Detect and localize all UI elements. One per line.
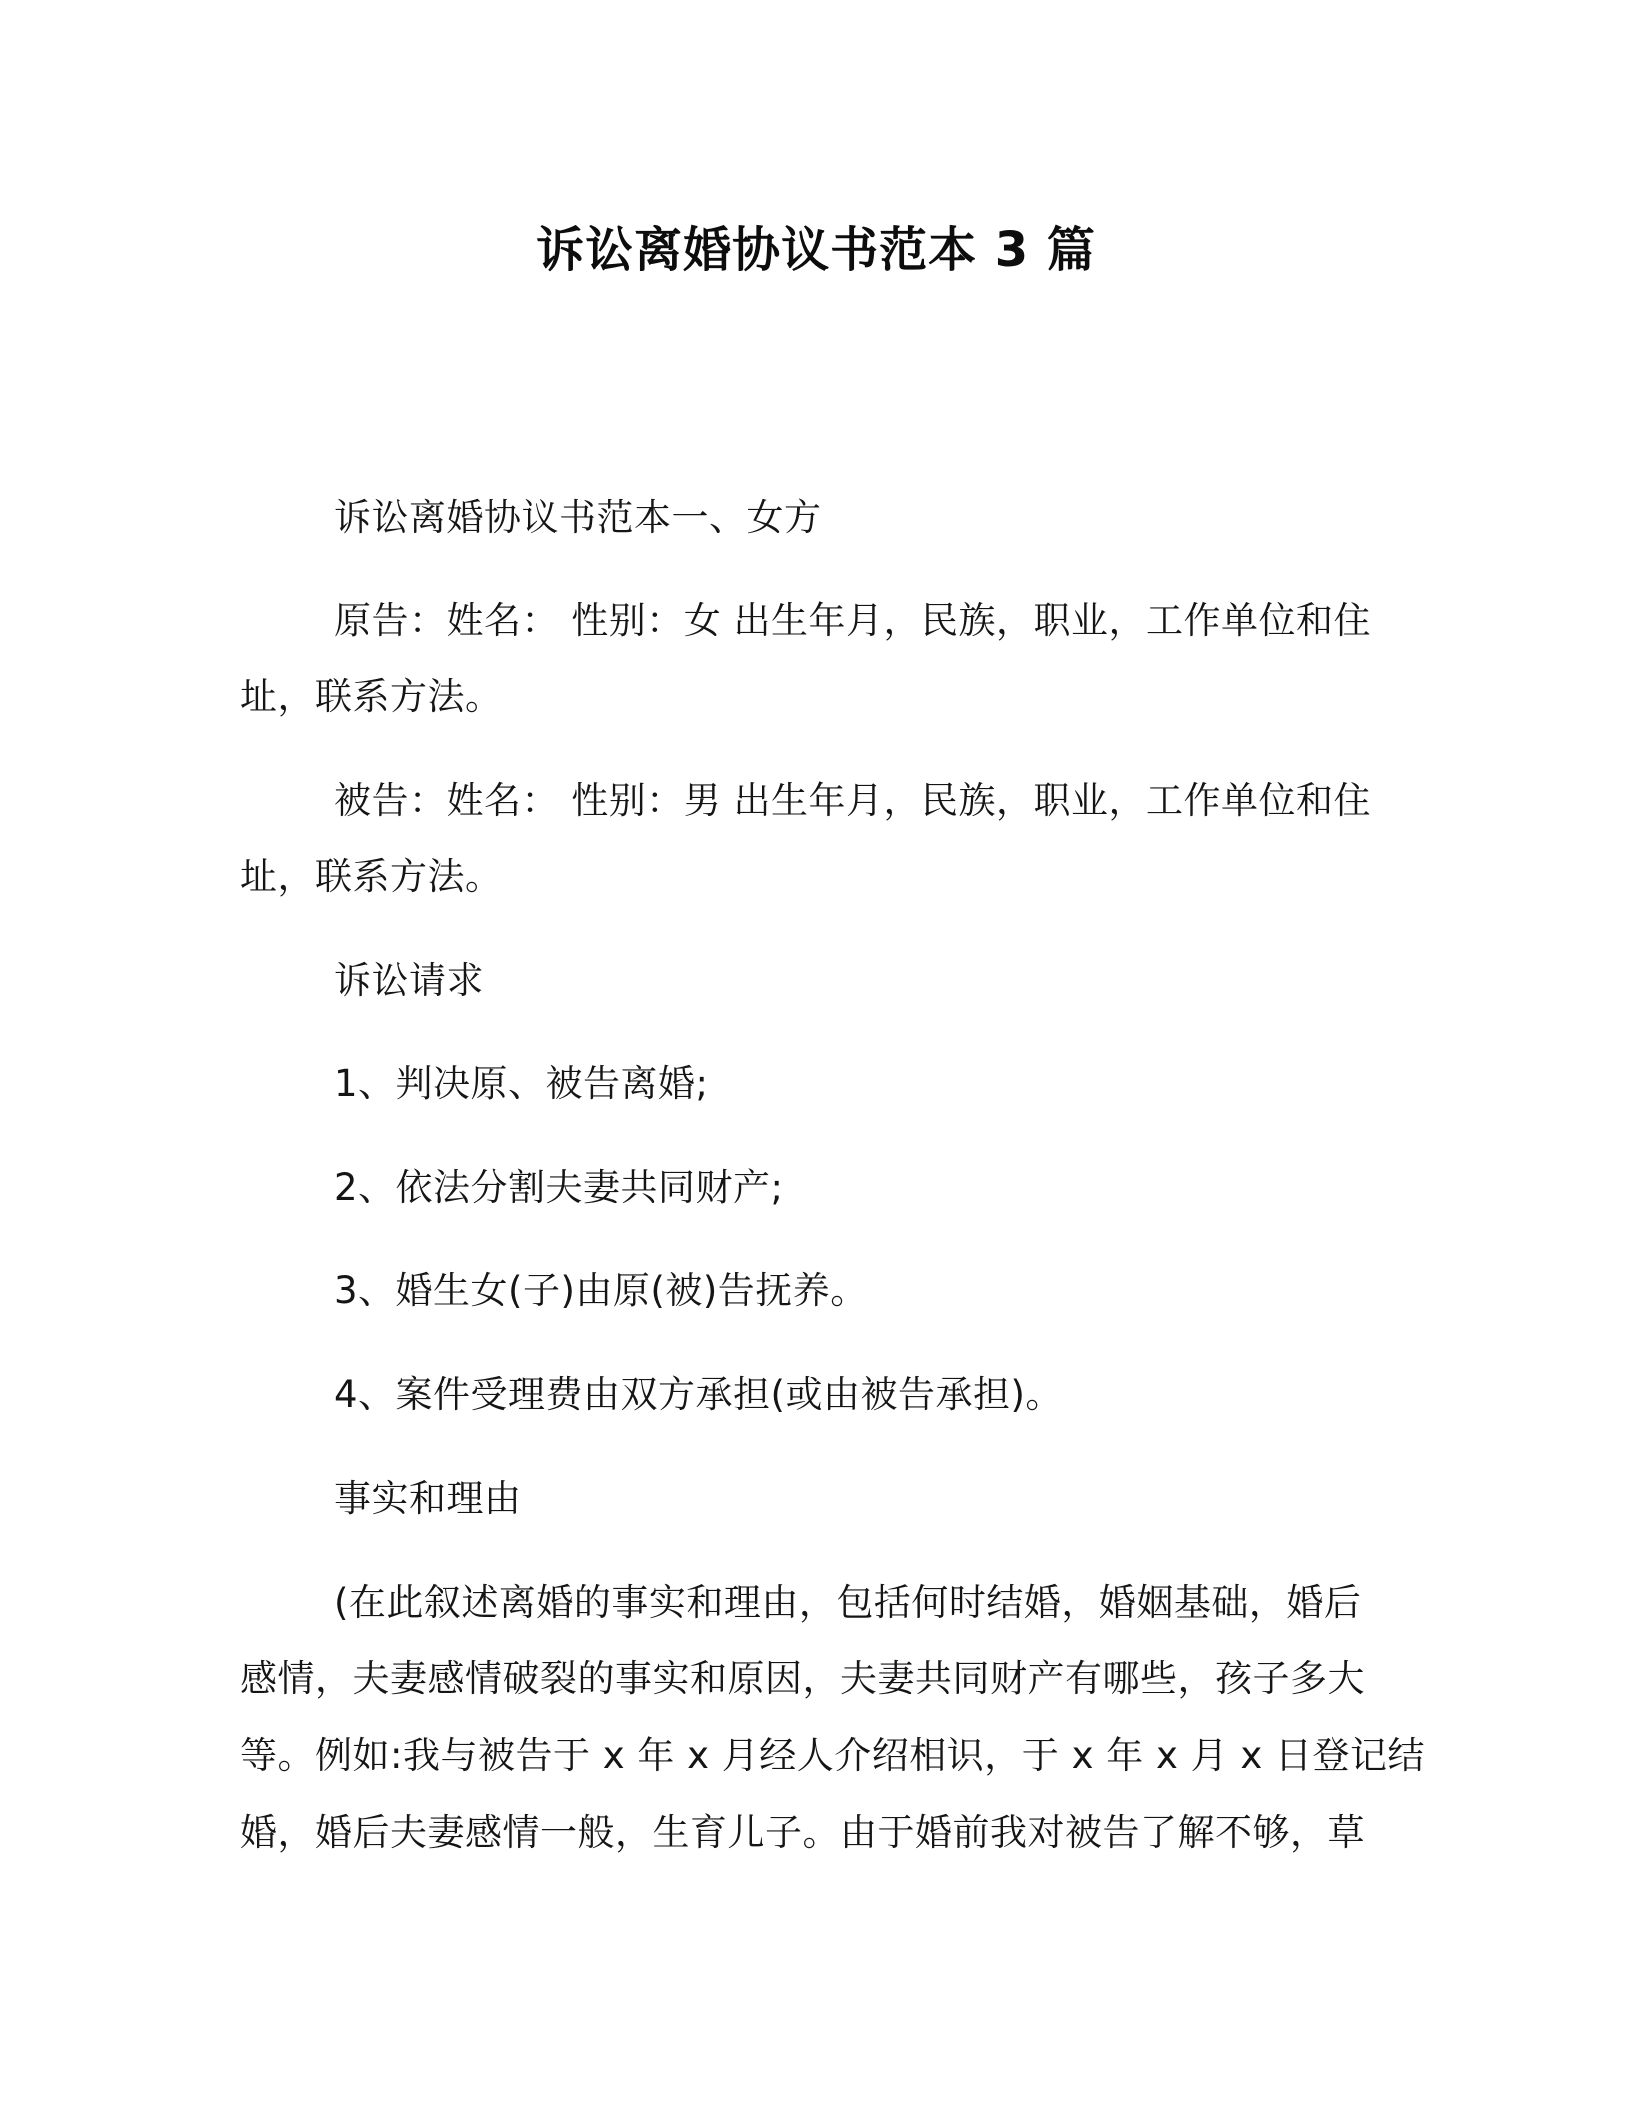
document-title: 诉讼离婚协议书范本 3 篇 xyxy=(536,222,1096,278)
facts-paragraph-line: (在此叙述离婚的事实和理由，包括何时结婚，婚姻基础，婚后 xyxy=(334,1581,1362,1624)
facts-heading: 事实和理由 xyxy=(334,1477,522,1520)
facts-paragraph-line: 婚，婚后夫妻感情一般，生育儿子。由于婚前我对被告了解不够，草 xyxy=(240,1811,1365,1854)
claim-item: 3、婚生女(子)由原(被)告抚养。 xyxy=(334,1269,868,1312)
defendant-line: 被告：姓名： 性别：男 出生年月，民族，职业，工作单位和住 xyxy=(334,779,1372,822)
facts-paragraph-line: 感情，夫妻感情破裂的事实和原因，夫妻共同财产有哪些，孩子多大 xyxy=(240,1657,1365,1700)
claim-item: 1、判决原、被告离婚; xyxy=(334,1062,709,1105)
facts-paragraph-line: 等。例如:我与被告于 x 年 x 月经人介绍相识，于 x 年 x 月 x 日登记结 xyxy=(240,1734,1426,1777)
claim-item: 2、依法分割夫妻共同财产; xyxy=(334,1166,784,1209)
claims-heading: 诉讼请求 xyxy=(334,959,484,1002)
defendant-line-cont: 址，联系方法。 xyxy=(240,855,503,898)
plaintiff-line: 原告：姓名： 性别：女 出生年月，民族，职业，工作单位和住 xyxy=(334,599,1372,642)
plaintiff-line-cont: 址，联系方法。 xyxy=(240,675,503,718)
claim-item: 4、案件受理费由双方承担(或由被告承担)。 xyxy=(334,1373,1063,1416)
section-heading: 诉讼离婚协议书范本一、女方 xyxy=(334,496,822,539)
